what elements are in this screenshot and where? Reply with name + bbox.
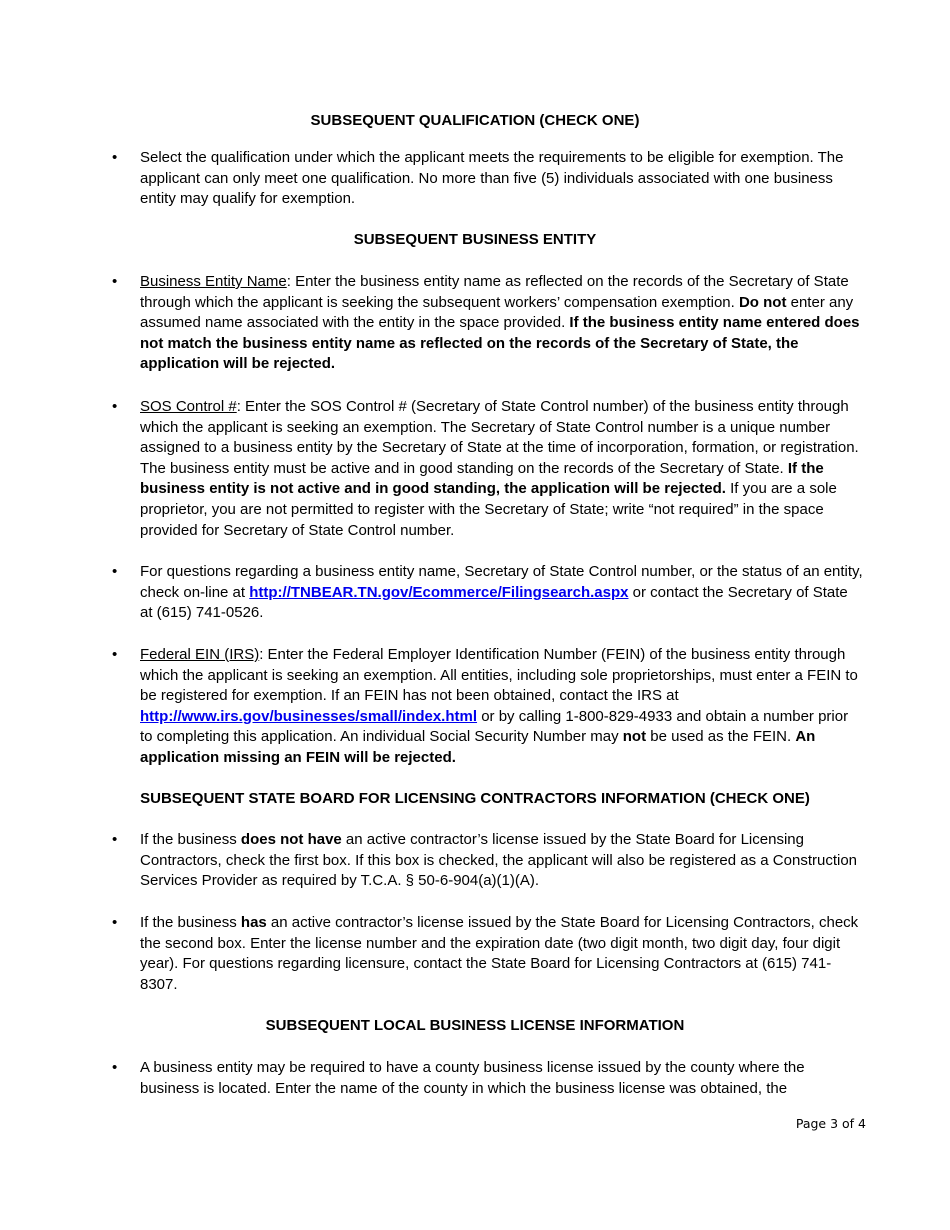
local-license-text: A business entity may be required to have a county business license issued by the county where the business is located. Enter the name of the county in which the business license was obtained, the bbox=[140, 1059, 805, 1097]
heading-business-entity: SUBSEQUENT BUSINESS ENTITY bbox=[353, 231, 597, 248]
has-license-text: an active contractor’s license issued by the State Board for Licensing Contractors, check the second box. Enter the license number and the expiration date (two digit month, two digit day, four digit year). For questions regarding licensure, contact the State Board for Licensing Contractors at (615) 741-8307. bbox=[140, 914, 859, 993]
list-item-sos-control bbox=[112, 397, 864, 541]
sos-control-label: SOS Control # bbox=[140, 398, 237, 415]
entity-name-text: enter any assumed name associated with the entity in the space provided. bbox=[140, 293, 854, 332]
heading-local-license: SUBSEQUENT LOCAL BUSINESS LICENSE INFORMATION bbox=[265, 1017, 685, 1034]
entity-name-text: : Enter the business entity name as reflected on the records of the Secretary of State through which the applicant is seeking the subsequent workers’ compensation exemption. bbox=[140, 273, 849, 311]
bullet: • bbox=[112, 1059, 118, 1076]
fein-text: or by calling 1-800-829-4933 and obtain a number prior to completing this application. An individual Social Security Number may bbox=[140, 707, 849, 746]
fein-text: be used as the FEIN. bbox=[646, 728, 796, 746]
sos-control-text: : Enter the SOS Control # (Secretary of State Control number) of the business entity through which the applicant is seeking an exemption. The Secretary of State Control number is a unique number assigned to a business entity by the Secretary of State at the time of incorporation, formation, or registration. The business entity must be active and in good standing on the records of the Secretary of State. bbox=[140, 398, 859, 477]
heading-qualification: SUBSEQUENT QUALIFICATION (CHECK ONE) bbox=[310, 112, 640, 129]
list-item-questions bbox=[112, 562, 864, 624]
has-license-bold: has bbox=[240, 914, 267, 931]
fein-bold: not bbox=[622, 728, 647, 746]
bullet: • bbox=[112, 149, 118, 166]
has-license-text: If the business bbox=[140, 914, 241, 931]
list-item-entity-name bbox=[112, 272, 864, 375]
irs-link[interactable]: http://www.irs.gov/businesses/small/index.html bbox=[140, 707, 478, 725]
list-item-fein bbox=[112, 645, 864, 769]
tnbear-link[interactable]: http://TNBEAR.TN.gov/Ecommerce/Filingsearch.aspx bbox=[249, 583, 629, 601]
qualification-text: Select the qualification under which the applicant meets the requirements to be eligible for exemption. The applicant can only meet one qualification. No more than five (5) individuals associated with one business entity may qualify for exemption. bbox=[140, 149, 844, 208]
heading-contractors: SUBSEQUENT STATE BOARD FOR LICENSING CONTRACTORS INFORMATION (CHECK ONE) bbox=[140, 790, 810, 807]
page-number: Page 3 of 4 bbox=[795, 1116, 866, 1131]
entity-name-warning: If the business entity name entered does not match the business entity name as reflected on the records of the Secretary of State, the application will be rejected. bbox=[140, 314, 860, 373]
bullet: • bbox=[112, 563, 118, 580]
no-license-bold: does not have bbox=[240, 831, 342, 848]
entity-name-bold: Do not bbox=[738, 293, 787, 311]
bullet: • bbox=[112, 831, 118, 848]
questions-text: For questions regarding a business entity name, Secretary of State Control number, or the status of an entity, check on-line at bbox=[140, 563, 863, 601]
bullet: • bbox=[112, 273, 118, 290]
questions-text: or contact the Secretary of State at (615) 741-0526. bbox=[140, 583, 848, 622]
list-item-qualification bbox=[112, 148, 864, 210]
entity-name-label: Business Entity Name bbox=[140, 273, 287, 290]
sos-control-warning: If the business entity is not active and in good standing, the application will be rejected. bbox=[140, 459, 824, 498]
fein-warning: An application missing an FEIN will be rejected. bbox=[140, 728, 816, 766]
bullet: • bbox=[112, 398, 118, 415]
no-license-text: an active contractor’s license issued by the State Board for Licensing Contractors, check the first box. If this box is checked, the applicant will also be registered as a Construction Services Provider as required by T.C.A. § 50-6-904(a)(1)(A). bbox=[140, 831, 858, 890]
list-item-no-license bbox=[112, 830, 864, 892]
list-item-has-license bbox=[112, 913, 864, 995]
list-item-local-license bbox=[112, 1058, 864, 1099]
no-license-text: If the business bbox=[140, 831, 241, 848]
sos-control-text: If you are a sole proprietor, you are not permitted to register with the Secretary of State; write “not required” in the space provided for Secretary of State Control number. bbox=[140, 480, 837, 539]
fein-label: Federal EIN (IRS) bbox=[140, 646, 260, 663]
bullet: • bbox=[112, 646, 118, 663]
bullet: • bbox=[112, 914, 118, 931]
fein-text: : Enter the Federal Employer Identification Number (FEIN) of the business entity through which the applicant is seeking an exemption. All entities, including sole proprietorships, must enter a FEIN to be registered for exemption. If an FEIN has not been obtained, contact the IRS at bbox=[140, 646, 858, 705]
